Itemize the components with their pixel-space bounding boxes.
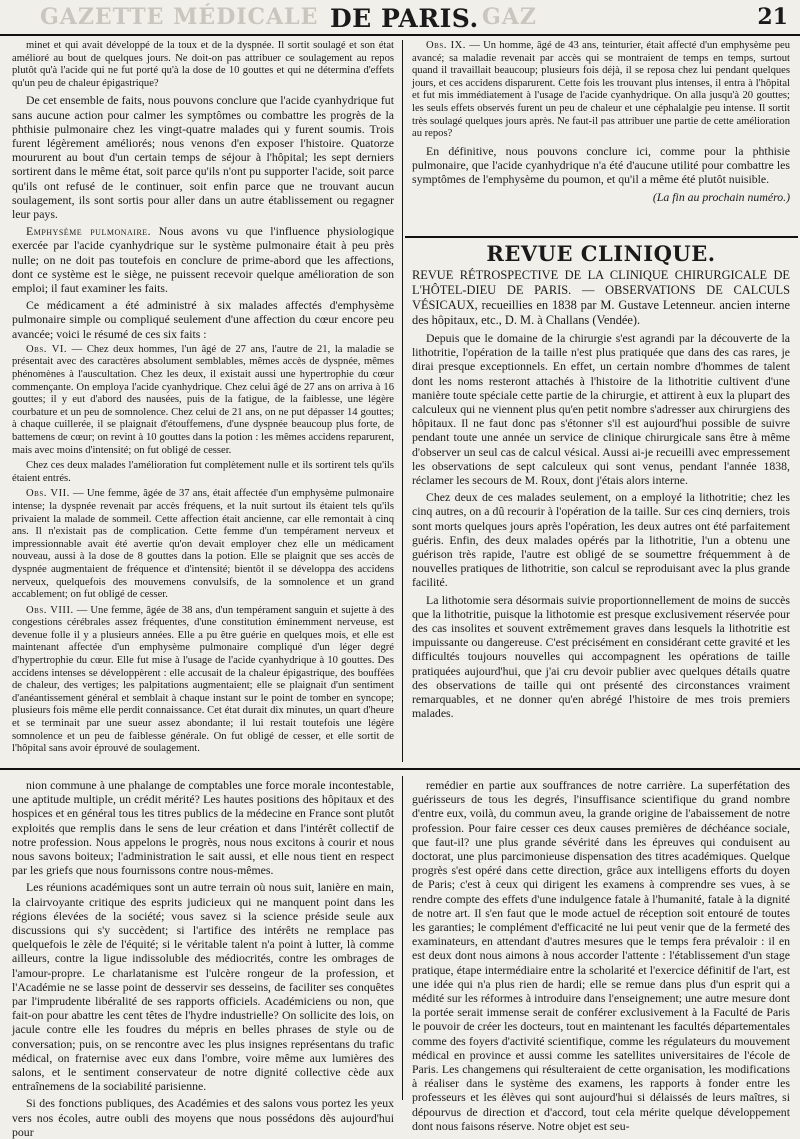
revue-title: REVUE CLINIQUE. <box>486 241 716 266</box>
paragraph-lead: Obs. IX. <box>426 40 466 51</box>
paragraph-lead: Obs. VII. <box>26 488 70 500</box>
paragraph: La lithotomie sera désormais suivie proportionnellement de moins de succès que la lithotritie, puisque la lithotomie est presque exclusivement réservée pour des cas insolites et souvent extrêmement graves dans lesquels la lithotritie est impuissante ou dangereuse. C'est précisément en considérant cette gravité et les difficultés toujours nouvelles qui accompagnent les opérations de taille pratiquées aujourd'hui, que j'ai cru devoir publier avec quelques détails quatre des observations de taille qui ont présenté des circonstances vraiment remarquables, et ne donner qu'en abrégé l'histoire de mes trois premiers malades. <box>412 592 790 721</box>
revue-body <box>412 331 790 720</box>
header-rule <box>0 34 800 36</box>
paragraph: Depuis que le domaine de la chirurgie s'est agrandi par la découverte de la lithotritie, l'opération de la taille n'est plus pratiquée que dans des cas rares, je dirai presque exceptionnels. En effet, un certain nombre d'hommes de talent dont les noms resteront attachés à l'histoire de la lithotritie cultivent d'une manière toute spéciale cette partie de la chirurgie, et attirent à eux la plupart des calculeux qui ne viennent plus qu'en petit nombre s'adresser aux chirurgiens des hôpitaux. Il ne faut donc pas s'étonner s'il est aujourd'hui possible de suivre pendant toute une année un service de clinique chirurgicale sans être à même d'observer un seul cas de calcul vésical. Aussi ai-je recueilli avec empressement les observations de sept calculeux qui sont venus, pendant l'année 1838, réclamer les secours de M. Roux, dont j'étais alors interne. <box>412 331 790 488</box>
paragraph <box>12 460 394 485</box>
bottom-left-column <box>12 778 394 1139</box>
paragraph: Si des fonctions publiques, des Académies et des salons vous portez les yeux vers nos écoles, autre oubli des moyens que nous possédons dès aujourd'hui pour <box>12 1096 394 1139</box>
paragraph-text: (La fin au prochain numéro.) <box>652 190 790 205</box>
left-column <box>12 40 394 762</box>
masthead-title: DE PARIS. <box>330 4 479 33</box>
column-divider-top <box>402 40 403 762</box>
paragraph <box>12 224 394 295</box>
paragraph-text: — Chez deux hommes, l'un âgé de 27 ans, l'autre de 21, la maladie se présentait avec des caractères absolument semblables, mêmes accès de dyspnée, mêmes phénomènes à l'auscultation. Chez les deux, il existait aussi une hypertrophie du cœur commençante. On employa l'acide cyanhydrique. Chez celui âgé de 27 ans on arriva à 16 gouttes; il y eut d'abord des nausées, puis de la fatigue, de la faiblesse, une légère courbature et un peu de somnolence. Chez celui de 21 ans, on ne put dépasser 14 gouttes; à chaque cuillerée, il se plaignait d'étouffemens, d'une dyspnée beaucoup plus forte, de battemens de cœur; on revint à 10 gouttes dans la potion : les mêmes accidens reparurent, mais avec moins d'intensité; on fut obligé de cesser. <box>12 343 394 456</box>
paragraph <box>12 93 394 221</box>
section-divider <box>0 768 800 770</box>
masthead-ghost-right: GAZ <box>482 4 537 30</box>
paragraph-lead: Emphysème pulmonaire. <box>26 224 152 239</box>
masthead-ghost-left: GAZETTE MÉDICALE <box>40 4 319 30</box>
revue-clinique <box>412 240 790 762</box>
paragraph: Les réunions académiques sont un autre terrain où nous suit, lanière en main, la clairvoyante critique des esprits judicieux qui ne manquent point dans les régions élevées de la société; vous savez si la science préside seule aux discussions qui s'y succèdent; si l'artifice des intérêts ne remplace pas quelquefois le zèle de l'équité; si le véritable talent n'a point à lutter, là comme ailleurs, contre la ligue indissoluble des médiocrités, contre les ombrages de l'amour-propre. Le charlatanisme est l'ulcère rongeur de la profession, et l'Académie ne se lasse point de desservir ses desseins, de faciliter ses conquêtes par l'imprudente libéralité de ses rapports officiels. Académiciens ou non, que fait-on pour abattre les cent têtes de l'hydre industrielle? On sollicite des lois, on jacule contre elle les foudres du mépris en belles phrases de style ou de conversation; puis, on se rencontre avec les plus insignes représentans du trafic médical, on fraternise avec eux dans l'ombre, voire même aux lumières des salons, et le sentiment conservateur de notre dignité collective cède aux entraînemens de la sociabilité parisienne. <box>12 880 394 1094</box>
paragraph-lead: Obs. VIII. <box>26 604 74 616</box>
paragraph-text: — Une femme, âgée de 38 ans, d'un tempérament sanguin et sujette à des congestions cérébrales assez fréquentes, d'une constitution éminemment nerveuse, est devenue folle il y a plusieurs années. Elle a pu être guérie en quelques mois, et elle est maintenant affectée d'un emphysème pulmonaire compliqué d'un léger degré d'hypertrophie du cœur. Elle fut mise à l'usage de l'acide cyanhydrique à 10 gouttes. Des accidens intenses se développèrent : elle accusait de la chaleur épigastrique, des bouffées de chaleur, des vertiges; les palpitations augmentaient; elle se plaignait d'un sentiment d'anéantissement général et semblait à chaque instant sur le point de tomber en syncope; plusieurs fois même elle perdit connaissance. Cet état durait dix minutes, un quart d'heure et se terminait par une sueur assez abondante; il lui restait toutefois une légère somnolence et un peu de faiblesse générale. On fut obligé de cesser, et elle sortit de l'hôpital sans avoir éprouvé de soulagement. <box>12 604 394 755</box>
paragraph-text: Chez ces deux malades l'amélioration fut complètement nulle et ils sortirent tels qu'ils étaient entrés. <box>12 460 394 484</box>
revue-top-rule <box>405 236 798 238</box>
paragraph <box>12 298 394 341</box>
paragraph <box>12 344 394 457</box>
paragraph <box>12 605 394 756</box>
revue-subtitle: REVUE RÉTROSPECTIVE DE LA CLINIQUE CHIRURGICALE DE L'HÔTEL-DIEU DE PARIS. — OBSERVATIONS DE CALCULS VÉSICAUX, recueillies en 1838 par M. Gustave Letenneur. ancien interne des hôpitaux, etc., D. M. à Challans (Vendée). <box>412 268 790 327</box>
paragraph <box>412 144 790 187</box>
paragraph-text: Ce médicament a été administré à six malades affectés d'emphysème pulmonaire simple ou compliqué seulement d'une affection du cœur encore peu avancée; voici le résumé de ces six faits : <box>12 298 394 341</box>
paragraph <box>12 488 394 601</box>
column-divider-bottom <box>402 776 403 1100</box>
masthead <box>0 0 800 34</box>
paragraph-lead: Obs. VI. <box>26 343 68 355</box>
page-number: 21 <box>757 4 788 30</box>
paragraph: nion commune à une phalange de comptables une force morale incontestable, une aptitude multiple, un crédit mérité? Les hautes positions des hôpitaux et des hospices et en général tous les titres publics de la médecine en France sont plutôt exploités que remplis dans le sens de leur création et dans l'intérêt collectif de notre profession. Nous appelons le progrès, nous nous excitons à courir et nous nous savons boiteux; l'administration le sait aussi, et elle nous tient en respect par les griefs que nous fournissons contre nous-mêmes. <box>12 778 394 878</box>
paragraph-text: — Une femme, âgée de 37 ans, était affectée d'un emphysème pulmonaire intense; la dyspnée revenait par accès fréquens, et la nuit surtout ils étaient tels qu'ils privaient la malade de sommeil. Cette affection était ancienne, car elle remontait à cinq ans. Il n'existait pas de complication. Cette femme d'un tempérament nerveux et impressionnable avait été avertie qu'on devait employer chez elle un médicament nouveau, aussi à la dose de 8 gouttes dans la potion. Elle se plaignit que ses accès de dyspnée augmentaient de fréquence et d'intensité; bientôt il se développa des accidens nerveux, quelquefois des mouvemens convulsifs, de la somnolence et un grand accablement; on fut obligé de cesser. <box>12 488 394 601</box>
right-column-top <box>412 40 790 234</box>
paragraph <box>412 40 790 141</box>
paragraph-text: De cet ensemble de faits, nous pouvons conclure que l'acide cyanhydrique fut sans aucune action pour calmer les symptômes ou combattre les progrès de la phthisie pulmonaire chez les vingt-quatre malades qui y furent soumis. Trois furent légèrement améliorés; nous venons d'en exposer l'histoire. Quatorze moururent au bout d'un certain temps de séjour à l'hôpital; les sept derniers sortirent dans le même état, soit parce qu'ils n'ont pu supporter l'acide, soit parce qu'ils ont refusé de le continuer, soit enfin parce que ne trouvant aucun soulagement, ils sont sortis pour aller dans un autre établissement ou regagner leur pays. <box>12 93 394 221</box>
paragraph: Chez deux de ces malades seulement, on a employé la lithotritie; chez les cinq autres, on a dû recourir à l'opération de la taille. Sur ces cinq derniers, trois sont morts quelques jours après l'opération, les deux autres ont été parfaitement guéris. Enfin, des deux malades opérés par la lithotritie, l'un a obtenu une guérison très rapide, l'autre est obligé de se soumettre fréquemment à de nouvelles pratiques de lithotritie, son calcul se reproduisant avec la plus grande facilité. <box>412 490 790 590</box>
paragraph-text: minet et qui avait développé de la toux et de la dyspnée. Il sortit soulagé et son état amélioré au bout de quelques jours. Ne doit-on pas attribuer ce soulagement au repos plutôt qu'à l'acide qui ne fut porté qu'à la dose de 10 gouttes et qui ne détermina d'effets qu'un peu de chaleur épigastrique? <box>12 40 394 89</box>
paragraph-text: Nous avons vu que l'influence physiologique exercée par l'acide cyanhydrique sur le système pulmonaire était à peu près nulle; on ne doit pas toutefois en conclure de prime-abord que les affections, dont ce système est le siège, ne puissent recevoir quelque amélioration de son emploi; il faut examiner les faits. <box>12 224 394 296</box>
paragraph: remédier en partie aux souffrances de notre carrière. La superfétation des guérisseurs de tous les degrés, l'insuffisance scientifique du grand nombre d'entre eux, voilà, du commun aveu, la grande origine de l'abaissement de notre profession. Pour faire cesser ces deux causes premières de déchéance sociale, que faut-il? une plus grande sévérité dans les épreuves qui conduisent au doctorat, une plus parcimonieuse dispensation des titres académiques. Quelque progrès s'est opéré dans cette direction, grâce aux intelligens efforts du doyen de Paris; c'est à ceux qui dirigent les examens à comprendre ses vues, à se rendre compte des effets d'une indulgence fatale à l'humanité, fatale à la dignité de notre art. Il s'en faut que le mode actuel de réception soit entouré de toutes les garanties; le complément d'efficacité ne lui peut venir que de la fermeté des examinateurs, en attendant d'autres mesures que le temps fera prévaloir : il en est deux dont nous aimons à nous accorder l'attente : l'établissement d'un stage pratique, étape intermédiaire entre la scholarité et l'exercice définitif de l'art, est une idée qui n'a plus rien de hardi; elle se remue dans plus d'un esprit qui a médité sur les réformes à introduire dans l'enseignement; une autre mesure dont la portée serait immense serait de conférer exclusivement à la Faculté de Paris le pouvoir de créer les docteurs, tout en maintenant les facultés départementales comme des foyers d'activité scientifique, comme les régulateurs du mouvement médical en province et aussi comme les satellites universitaires de l'école de Paris. Les changemens qui résulteraient de cette organisation, les modifications à réaliser dans le système des examens, les rapports à fonder entre les professeurs et les élèves qui sont aujourd'hui si délaissés de leurs maîtres, si dépourvus de direction et d'accord, tout cela mérite quelque développement dont nous faisons réserve. Notre objet est seu- <box>412 778 790 1133</box>
paragraph <box>12 40 394 90</box>
paragraph-text: En définitive, nous pouvons conclure ici, comme pour la phthisie pulmonaire, que l'acide cyanhydrique n'a été d'aucune utilité pour combattre les symptômes de l'emphysème du poumon, et qu'il a même été plutôt nuisible. <box>412 143 790 187</box>
paragraph <box>412 190 790 204</box>
paragraph-text: — Un homme, âgé de 43 ans, teinturier, était affecté d'un emphysème peu avancé; sa maladie revenait par accès qui se montraient de temps en temps, surtout quand il travaillait beaucoup; plusieurs fois déjà, il se reposa chez lui pendant quelques jours, et ces accidens disparurent. Cette fois les trouvant plus intenses, il entra à l'hôpital et fut mis immédiatement à l'usage de l'acide cyanhydrique. On alla jusqu'à 20 gouttes; les seuls effets observés furent un peu de chaleur et une céphalalgie peu intense. Il sortit très soulagé quelques jours après. Ne faut-il pas attribuer une partie de cette amélioration au repos? <box>412 40 790 140</box>
bottom-right-column <box>412 778 790 1133</box>
